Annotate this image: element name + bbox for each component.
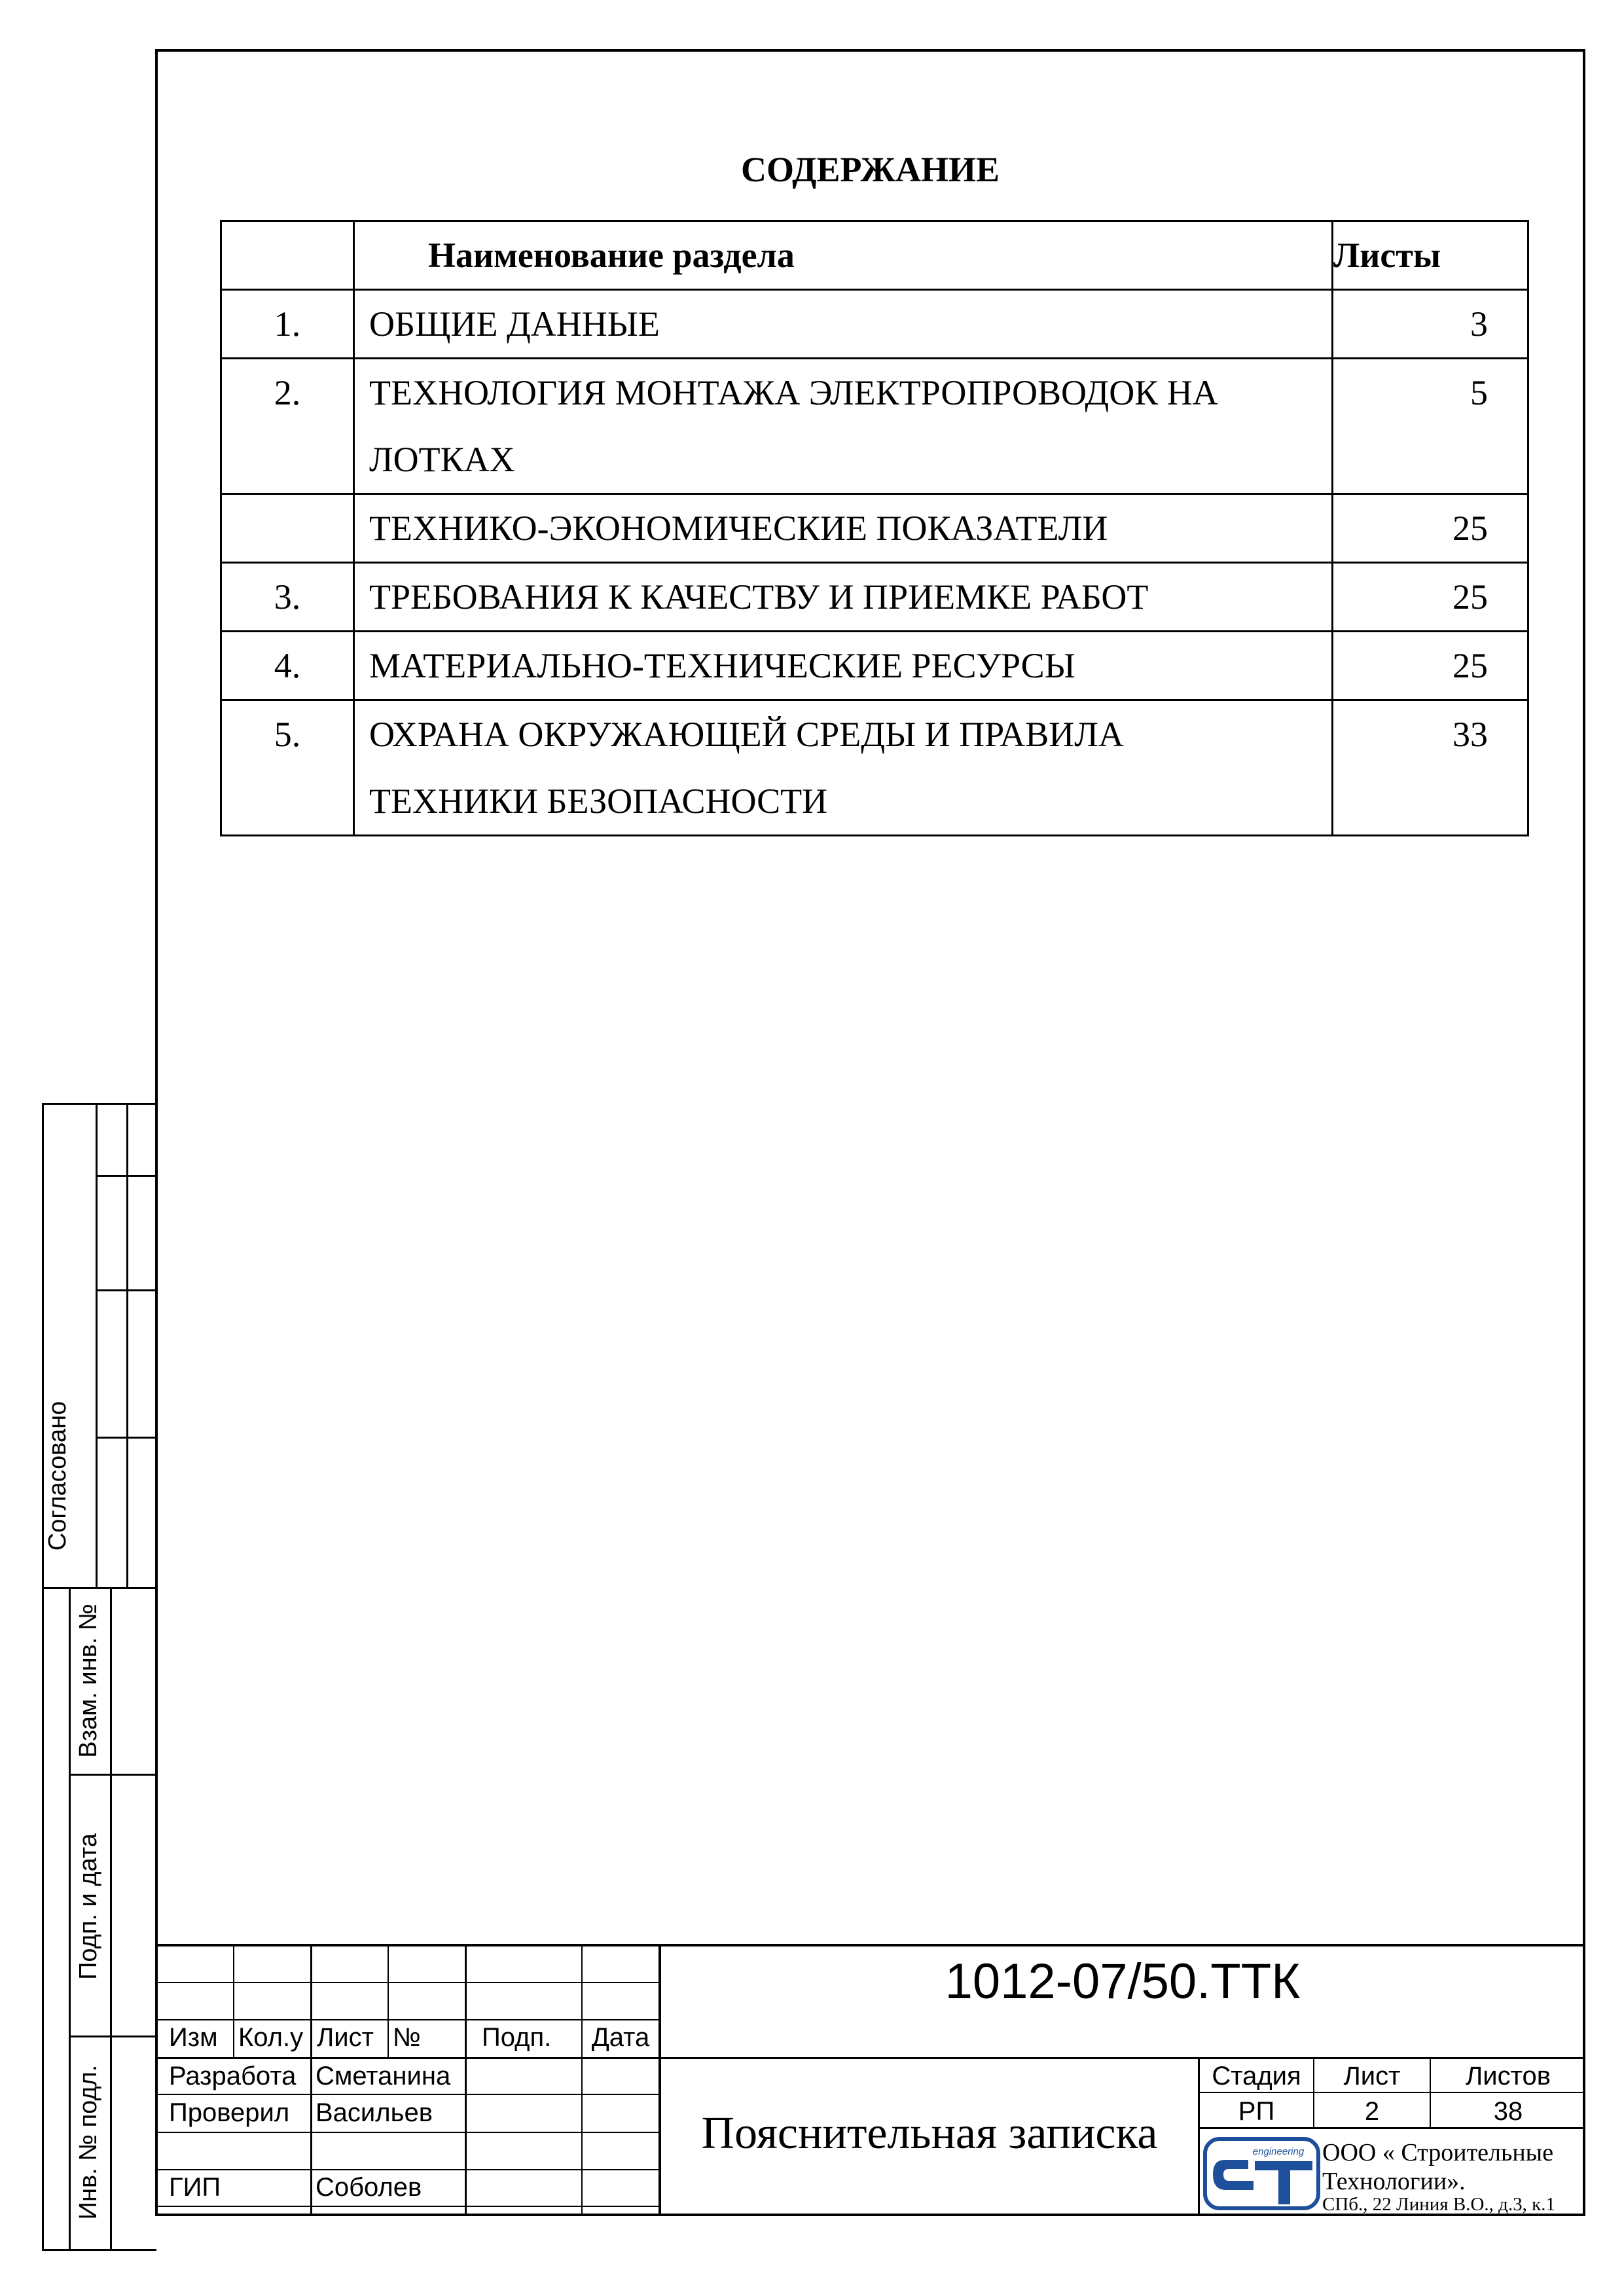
col-header-podp: Подп. [482, 2023, 552, 2052]
stage-value: РП [1238, 2097, 1275, 2126]
contents-row [221, 632, 1528, 700]
stamp-line [96, 1175, 156, 1177]
title-block-line [155, 2019, 659, 2020]
stamp-line [69, 1587, 71, 2251]
row-title-line: ОХРАНА ОКРУЖАЮЩЕЙ СРЕДЫ И ПРАВИЛА [369, 715, 1124, 754]
stamp-line [42, 2249, 156, 2251]
title-block-line [1198, 2092, 1585, 2093]
sign-date-label: Подп. и дата [75, 1833, 102, 1980]
stage-label: Стадия [1212, 2062, 1301, 2090]
row-pages: 25 [1333, 632, 1528, 700]
contents-heading: СОДЕРЖАНИЕ [741, 150, 1000, 189]
title-block-line [388, 1944, 389, 2057]
company-logo [1201, 2135, 1322, 2212]
row-title-line: МАТЕРИАЛЬНО-ТЕХНИЧЕСКИЕ РЕСУРСЫ [369, 646, 1075, 685]
row-pages: 3 [1333, 290, 1528, 359]
row-pages: 5 [1333, 359, 1528, 494]
stamp-line [42, 1103, 44, 2251]
col-header-date: Дата [591, 2023, 650, 2052]
title-block-line [155, 2094, 659, 2095]
stamp-line [96, 1289, 156, 1291]
stamp-line [110, 1587, 112, 2251]
sheets-value: 38 [1493, 2097, 1523, 2126]
title-block-line [155, 1944, 1585, 1946]
row-title-line: ТРЕБОВАНИЯ К КАЧЕСТВУ И ПРИЕМКЕ РАБОТ [369, 577, 1149, 617]
contents-row [221, 700, 1528, 836]
row-number [221, 494, 354, 563]
title-block-line [233, 1944, 234, 2057]
document-name: Пояснительная записка [701, 2108, 1158, 2159]
col-header-izm: Изм [169, 2023, 218, 2052]
row-title-line: ОБЩИЕ ДАННЫЕ [369, 304, 660, 344]
title-block-line [155, 2057, 1585, 2059]
stamp-line [42, 1103, 156, 1105]
role-chief-engineer: ГИП [169, 2173, 221, 2202]
row-pages: 25 [1333, 494, 1528, 563]
header-pages-cell: Листы [1333, 221, 1528, 290]
title-block-line [310, 1944, 312, 2216]
title-block-line [1198, 2127, 1585, 2129]
title-block-line [155, 2132, 659, 2133]
role-checker: Проверил [169, 2098, 290, 2127]
header-num-cell [221, 221, 354, 290]
contents-row [221, 563, 1528, 632]
contents-table-header [221, 221, 1528, 290]
row-title [354, 563, 1333, 632]
col-header-kol: Кол.у [238, 2023, 304, 2052]
row-pages: 33 [1333, 700, 1528, 836]
name-checker: Васильев [316, 2098, 433, 2127]
logo-caption: engineering [1252, 2146, 1305, 2157]
stamp-line [69, 1774, 156, 1776]
replaced-inv-label: Взам. инв. № [75, 1604, 102, 1758]
row-pages: 25 [1333, 563, 1528, 632]
title-block-line [465, 1944, 467, 2216]
document-code: 1012-07/50.ТТК [945, 1954, 1301, 2009]
sheet-value: 2 [1364, 2097, 1380, 2126]
col-header-no: № [393, 2023, 421, 2052]
contents-row [221, 494, 1528, 563]
row-number: 3. [221, 563, 354, 632]
contents-row [221, 290, 1528, 359]
row-title-line: ТЕХНОЛОГИЯ МОНТАЖА ЭЛЕКТРОПРОВОДОК НА [369, 373, 1218, 412]
agreed-label: Согласовано [44, 1401, 71, 1551]
title-block-line [155, 2206, 659, 2207]
row-title-line: ТЕХНИКИ БЕЗОПАСНОСТИ [369, 781, 828, 821]
contents-row [221, 359, 1528, 494]
title-block-line [155, 1982, 659, 1983]
inv-no-label: Инв. № подл. [75, 2064, 102, 2220]
sheet-label: Лист [1343, 2062, 1401, 2090]
header-name-cell: Наименование раздела [354, 221, 1333, 290]
row-number: 2. [221, 359, 354, 494]
sheets-label: Листов [1466, 2062, 1551, 2090]
name-developer: Сметанина [316, 2062, 451, 2090]
name-chief-engineer: Соболев [316, 2173, 422, 2202]
row-number: 5. [221, 700, 354, 836]
row-title [354, 700, 1333, 836]
company-line-2: Технологии». [1322, 2168, 1466, 2195]
title-block-line [581, 1944, 583, 2216]
row-title-line: ТЕХНИКО-ЭКОНОМИЧЕСКИЕ ПОКАЗАТЕЛИ [369, 509, 1108, 548]
row-number: 4. [221, 632, 354, 700]
row-title [354, 494, 1333, 563]
row-number: 1. [221, 290, 354, 359]
company-address: СПб., 22 Линия В.О., д.3, к.1 [1322, 2194, 1555, 2215]
role-developer: Разработа [169, 2062, 297, 2090]
company-line-1: ООО « Строительные [1322, 2139, 1554, 2166]
row-title [354, 290, 1333, 359]
row-title-line: ЛОТКАХ [369, 440, 515, 479]
row-title [354, 632, 1333, 700]
row-title [354, 359, 1333, 494]
col-header-list: Лист [317, 2023, 374, 2052]
stamp-line [96, 1437, 156, 1439]
title-block-line [155, 2169, 659, 2170]
contents-table [220, 220, 1529, 836]
